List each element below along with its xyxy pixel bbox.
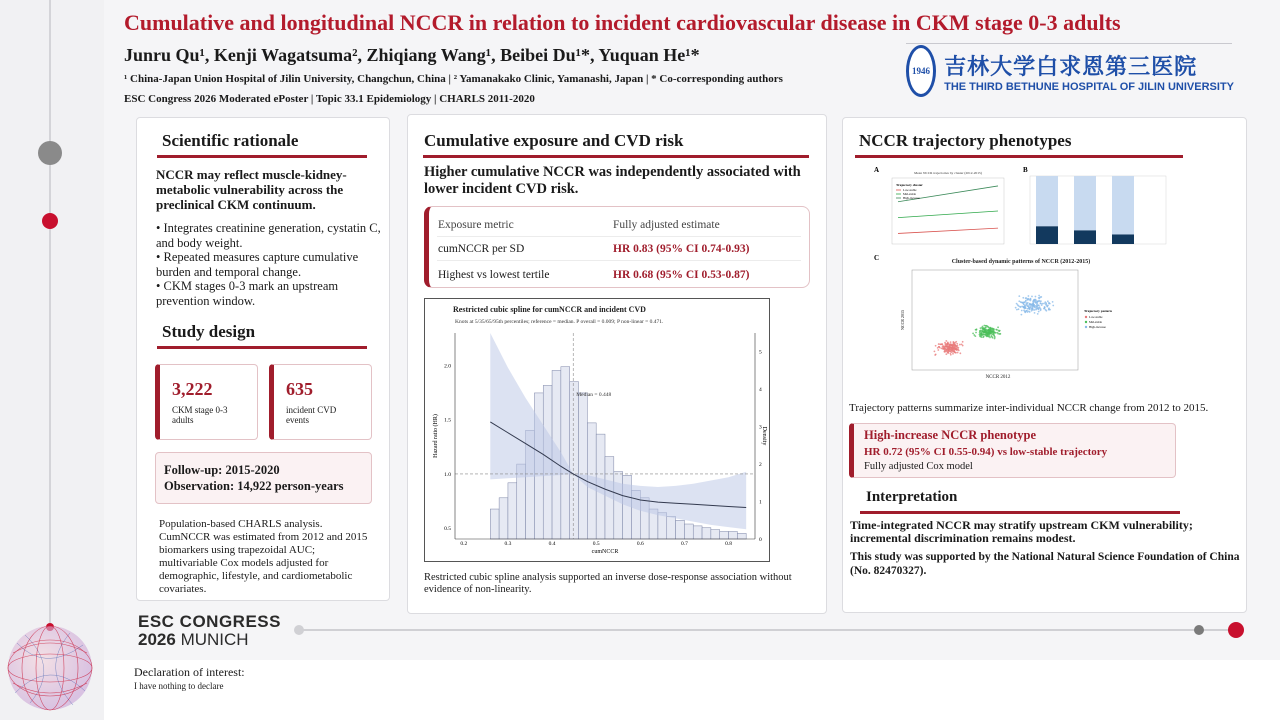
stat-events-value: 635 [286, 379, 313, 399]
followup-text: Follow-up: 2015-2020 [164, 463, 280, 477]
scatter-point [993, 328, 995, 330]
scatter-point [1016, 309, 1018, 311]
figure-c-legend-title: Trajectory pattern [1084, 309, 1112, 313]
methods-text: Population-based CHARLS analysis. CumNCCR was estimated from 2012 and 2015 biomarkers using trapezoidal AUC; multivariable Cox models adjusted for demographic, lifestyle, and cardiometabolic covariates. [159, 518, 368, 595]
highlight-title: High-increase NCCR phenotype [864, 428, 1036, 442]
histogram-bar [579, 393, 588, 539]
stacked-bar-lower [1074, 230, 1096, 244]
histogram-bar [508, 483, 517, 539]
scatter-point [949, 348, 951, 350]
histogram-bar [693, 526, 702, 539]
histogram-bar [702, 528, 711, 539]
figure-c-legend-label: Mid-stable [1089, 320, 1102, 324]
stacked-bar-upper [1074, 176, 1096, 230]
scatter-point [1047, 304, 1049, 306]
scatter-point [1038, 297, 1040, 299]
figure-c-label: C [874, 254, 880, 262]
scatter-point [1038, 311, 1040, 313]
scatter-point [937, 349, 939, 351]
figure-a-title: Mean NCCR trajectories by cluster (2012-2015) [914, 171, 982, 175]
scatter-point [1031, 296, 1033, 298]
scatter-point [959, 344, 961, 346]
scatter-point [996, 329, 998, 331]
scatter-point [989, 333, 991, 335]
esc-logo-line1: ESC CONGRESS [138, 612, 281, 631]
rail-line [49, 0, 51, 630]
scatter-point [956, 345, 958, 347]
trajectory-title: NCCR trajectory phenotypes [859, 131, 1072, 150]
rationale-title: Scientific rationale [162, 131, 299, 150]
interpretation-title: Interpretation [866, 489, 958, 505]
scatter-point [950, 341, 952, 343]
scatter-point [953, 348, 955, 350]
scatter-point [1022, 297, 1024, 299]
stacked-bar-lower [1112, 234, 1134, 244]
scatter-point [983, 336, 985, 338]
y2-axis-label: Density [761, 426, 767, 446]
y-tick-label: 1.0 [444, 471, 451, 478]
y-tick-label: 0.5 [444, 526, 451, 533]
scatter-point [1040, 308, 1042, 310]
design-title: Study design [162, 322, 256, 341]
timeline-bar [298, 629, 1238, 631]
y-tick-label: 2.0 [444, 363, 451, 370]
scatter-point [935, 345, 937, 347]
scatter-point [1024, 304, 1026, 306]
scatter-point [985, 331, 987, 333]
scatter-point [986, 335, 988, 337]
figure-a-label: A [874, 166, 880, 174]
scatter-point [1047, 300, 1049, 302]
scatter-point [1021, 310, 1023, 312]
highlight-box [849, 423, 1176, 478]
scatter-point [984, 327, 986, 329]
scatter-point [1045, 310, 1047, 312]
scatter-point [1029, 308, 1031, 310]
scatter-point [979, 334, 981, 336]
spline-chart [425, 299, 769, 561]
figure-c-legend-swatch [1085, 321, 1087, 323]
left-rail [0, 0, 104, 720]
scatter-point [997, 332, 999, 334]
scatter-point [947, 343, 949, 345]
scatter-point [956, 349, 958, 351]
table-divider [437, 236, 801, 237]
y-tick-label: 1.5 [444, 417, 451, 424]
scatter-point [1027, 311, 1029, 313]
table-row-metric: Highest vs lowest tertile [438, 269, 550, 281]
table-row-estimate: HR 0.68 (95% CI 0.53-0.87) [613, 269, 750, 281]
histogram-bar [684, 524, 693, 539]
scatter-point [995, 332, 997, 334]
trajectory-figure [870, 162, 1170, 384]
scatter-point [954, 344, 956, 346]
y2-tick-label: 2 [759, 462, 762, 469]
scatter-point [1025, 311, 1027, 313]
scatter-point [987, 333, 989, 335]
x-tick-label: 0.2 [460, 541, 468, 547]
scatter-point [945, 340, 947, 342]
rationale-bullet: • Integrates creatinine generation, cystatin C, and body weight. [156, 221, 381, 250]
scatter-point [1049, 309, 1051, 311]
figure-b-label: B [1023, 166, 1028, 174]
design-rule [157, 346, 367, 349]
histogram-bar [676, 520, 685, 539]
scatter-point [952, 353, 954, 355]
cumulative-title: Cumulative exposure and CVD risk [424, 131, 684, 150]
scatter-point [949, 350, 951, 352]
scatter-point [1030, 300, 1032, 302]
scatter-point [1034, 312, 1036, 314]
median-label: Median = 0.448 [576, 391, 612, 398]
scatter-point [1025, 297, 1027, 299]
scatter-point [1031, 310, 1033, 312]
scatter-point [973, 334, 975, 336]
interpretation-text: Time-integrated NCCR may stratify upstream CKM vulnerability; incremental discrimination remains modest. [850, 518, 1193, 545]
scatter-point [957, 347, 959, 349]
scatter-point [993, 335, 995, 337]
scatter-point [1028, 304, 1030, 306]
scatter-point [954, 352, 956, 354]
scatter-point [988, 330, 990, 332]
scatter-point [1018, 295, 1020, 297]
spline-figure [424, 298, 770, 562]
figure-c-legend-label: Low-stable [1089, 315, 1103, 319]
scatter-point [1020, 306, 1022, 308]
stacked-bar-chart [1030, 176, 1166, 244]
scatter-point [1018, 308, 1020, 310]
scatter-point [1028, 295, 1030, 297]
table-divider [437, 260, 801, 261]
rail-dot-red[interactable] [42, 213, 58, 229]
table-header-estimate: Fully adjusted estimate [613, 219, 720, 231]
scatter-point [980, 335, 982, 337]
scatter-point [989, 328, 991, 330]
scatter-point [980, 331, 982, 333]
highlight-note: Fully adjusted Cox model [864, 461, 973, 472]
cluster-scatter-chart [900, 270, 1112, 370]
histogram-bar [737, 533, 746, 539]
venue-line: ESC Congress 2026 Moderated ePoster | Topic 33.1 Epidemiology | CHARLS 2011-2020 [124, 93, 535, 105]
x-tick-label: 0.3 [504, 541, 512, 547]
scatter-point [945, 343, 947, 345]
scatter-point [943, 348, 945, 350]
estimate-table [424, 206, 810, 288]
scatter-point [955, 341, 957, 343]
histogram-bar [667, 517, 676, 539]
scatter-point [1040, 302, 1042, 304]
scatter-point [1026, 303, 1028, 305]
scatter-point [997, 326, 999, 328]
figure-a-legend-title: Trajectory cluster [896, 183, 923, 187]
x-tick-label: 0.8 [725, 541, 732, 547]
scatter-point [982, 329, 984, 331]
scatter-point [947, 341, 949, 343]
hospital-name-chinese: 吉林大学白求恩第三医院 [944, 54, 1198, 80]
followup-box [155, 452, 372, 504]
scatter-point [953, 346, 955, 348]
stat-participants-value: 3,222 [172, 379, 213, 399]
scatter-point [987, 336, 989, 338]
scatter-point [993, 332, 995, 334]
histogram-bar [561, 367, 570, 539]
figure-c-legend-swatch [1085, 316, 1087, 318]
figure-c-plot-area [912, 270, 1078, 370]
y2-tick-label: 3 [759, 424, 762, 431]
scatter-point [975, 332, 977, 334]
y2-tick-label: 0 [759, 537, 762, 543]
histogram-bar [614, 472, 623, 539]
scatter-point [1015, 307, 1017, 309]
rationale-lead: NCCR may reflect muscle-kidney-metabolic vulnerability across the preclinical CKM continuum. [156, 167, 347, 212]
scatter-point [1045, 303, 1047, 305]
figure-a-legend-label: High-increase [903, 196, 920, 200]
trajectory-caption: Trajectory patterns summarize inter-individual NCCR change from 2012 to 2015. [849, 402, 1209, 414]
stacked-bar-upper [1112, 176, 1134, 234]
scatter-point [940, 347, 942, 349]
scatter-point [991, 336, 993, 338]
cumulative-rule [423, 155, 809, 158]
scatter-point [1043, 303, 1045, 305]
table-header-metric: Exposure metric [438, 219, 514, 231]
figure-c-ylabel: NCCR 2015 [900, 310, 905, 330]
esc-logo-line2 [138, 631, 281, 649]
timeline-red-dot[interactable] [1228, 622, 1244, 638]
scatter-point [947, 347, 949, 349]
y2-tick-label: 1 [759, 499, 762, 506]
x-tick-label: 0.5 [592, 541, 600, 547]
scatter-point [956, 343, 958, 345]
stacked-bar-lower [1036, 226, 1058, 244]
figure-c-legend-swatch [1085, 326, 1087, 328]
stat-events [269, 364, 372, 440]
scatter-point [1026, 305, 1028, 307]
scatter-point [1036, 307, 1038, 309]
cumulative-lead: Higher cumulative NCCR was independently associated with lower incident CVD risk. [424, 164, 801, 197]
figure-c-xlabel: NCCR 2012 [985, 375, 1011, 380]
figure-c-title: Cluster-based dynamic patterns of NCCR (2012-2015) [951, 259, 1091, 265]
scatter-point [1036, 305, 1038, 307]
hospital-logo [906, 44, 1234, 98]
author-list: Junru Qu¹, Kenji Wagatsuma², Zhiqiang Wang¹, Beibei Du¹*, Yuquan He¹* [124, 45, 700, 65]
scatter-point [1022, 302, 1024, 304]
globe-graphic [5, 623, 95, 713]
scatter-point [1041, 303, 1043, 305]
scatter-point [1040, 300, 1042, 302]
timeline-start-dot[interactable] [294, 625, 304, 635]
scatter-point [1037, 313, 1039, 315]
highlight-estimate: HR 0.72 (95% CI 0.55-0.94) vs low-stable trajectory [864, 446, 1108, 458]
scatter-point [934, 350, 936, 352]
scatter-point [948, 350, 950, 352]
histogram-bar [729, 532, 738, 539]
hospital-name-english: THE THIRD BETHUNE HOSPITAL OF JILIN UNIVERSITY [944, 80, 1234, 93]
esc-congress-logo [138, 613, 281, 649]
scatter-point [999, 330, 1001, 332]
rationale-rule [157, 155, 367, 158]
timeline-grey-dot[interactable] [1194, 625, 1204, 635]
scatter-point [980, 327, 982, 329]
figure-a-legend-label: Mid-stable [903, 192, 916, 196]
scatter-point [945, 353, 947, 355]
scatter-point [991, 328, 993, 330]
interpretation-rule [860, 511, 1180, 514]
histogram-bar [490, 509, 499, 539]
scatter-point [999, 333, 1001, 335]
figure-c-legend-label: High-increase [1089, 325, 1106, 329]
y2-tick-label: 4 [759, 387, 762, 394]
scatter-point [1027, 308, 1029, 310]
y2-tick-label: 5 [759, 349, 762, 356]
rationale-bullet: • Repeated measures capture cumulative burden and temporal change. [156, 250, 359, 279]
y-axis-label: Hazard ratio (HR) [433, 414, 439, 458]
rationale-bullet: • CKM stages 0-3 mark an upstream prevention window. [156, 279, 339, 308]
scatter-point [972, 332, 974, 334]
scatter-point [1024, 307, 1026, 309]
poster-title: Cumulative and longitudinal NCCR in relation to incident cardiovascular disease in CKM stage 0-3 adults [124, 10, 1121, 35]
figure-a-legend-label: Low-stable [903, 188, 917, 192]
histogram-bar [658, 513, 667, 539]
scatter-point [1030, 306, 1032, 308]
hospital-seal-icon: 1946 [906, 45, 936, 97]
table-row-estimate: HR 0.83 (95% CI 0.74-0.93) [613, 243, 750, 255]
scatter-point [994, 338, 996, 340]
scatter-point [1030, 304, 1032, 306]
declaration-text: I have nothing to declare [134, 681, 224, 691]
scatter-point [957, 352, 959, 354]
scatter-point [1025, 300, 1027, 302]
scatter-point [959, 352, 961, 354]
scatter-point [989, 337, 991, 339]
scatter-point [1036, 303, 1038, 305]
scatter-point [1039, 306, 1041, 308]
scatter-point [1038, 295, 1040, 297]
spline-title: Restricted cubic spline for cumNCCR and incident CVD [453, 305, 646, 314]
scatter-point [1048, 302, 1050, 304]
scatter-point [934, 354, 936, 356]
affiliations: ¹ China-Japan Union Hospital of Jilin University, Changchun, China | ² Yamanakako Clinic, Yamanashi, Japan | * Co-corresponding authors [124, 73, 783, 85]
scatter-point [951, 349, 953, 351]
scatter-point [962, 341, 964, 343]
scatter-point [1034, 309, 1036, 311]
scatter-point [1033, 305, 1035, 307]
stat-participants [155, 364, 258, 440]
histogram-bar [570, 382, 579, 539]
scatter-point [952, 342, 954, 344]
trajectory-lines-chart [892, 178, 1004, 244]
x-axis-label: cumNCCR [591, 549, 619, 555]
x-tick-label: 0.4 [548, 541, 556, 547]
scatter-point [950, 354, 952, 356]
scatter-point [1037, 308, 1039, 310]
scatter-point [950, 344, 952, 346]
scatter-point [943, 345, 945, 347]
scatter-point [962, 345, 964, 347]
table-row-metric: cumNCCR per SD [438, 243, 525, 255]
funding-text: This study was supported by the National Natural Science Foundation of China (No. 82470327). [850, 551, 1240, 577]
scatter-point [982, 327, 984, 329]
esc-logo-year: 2026 [138, 630, 176, 649]
scatter-point [938, 343, 940, 345]
esc-logo-city: MUNICH [180, 630, 249, 649]
scatter-point [983, 325, 985, 327]
declaration-title: Declaration of interest: [134, 665, 245, 679]
histogram-bar [711, 530, 720, 539]
scatter-point [991, 331, 993, 333]
histogram-bar [499, 498, 508, 539]
trajectory-rule [855, 155, 1183, 158]
scatter-point [979, 332, 981, 334]
declaration-strip [104, 660, 1280, 720]
scatter-point [939, 347, 941, 349]
rationale-bullets [156, 221, 382, 308]
scatter-point [1052, 305, 1054, 307]
scatter-point [941, 343, 943, 345]
observation-text: Observation: 14,922 person-years [164, 479, 344, 493]
spline-subtitle: Knots at 5/35/65/95th percentiles; reference = median. P overall = 0.009; P non-linear = 0.471. [455, 319, 664, 325]
stacked-bar-upper [1036, 176, 1058, 226]
scatter-point [1035, 301, 1037, 303]
scatter-point [975, 329, 977, 331]
scatter-point [1032, 301, 1034, 303]
rail-dot-grey[interactable] [38, 141, 62, 165]
scatter-point [1035, 296, 1037, 298]
spline-caption: Restricted cubic spline analysis supported an inverse dose-response association without evidence of non-linearity. [424, 572, 792, 595]
stat-events-label: incident CVD events [286, 405, 337, 425]
scatter-point [1052, 301, 1054, 303]
scatter-point [1043, 308, 1045, 310]
stat-participants-label: CKM stage 0-3 adults [172, 405, 228, 425]
x-tick-label: 0.7 [680, 541, 688, 547]
scatter-point [1020, 314, 1022, 316]
x-tick-label: 0.6 [636, 541, 644, 547]
scatter-point [1016, 303, 1018, 305]
histogram-bar [720, 532, 729, 539]
